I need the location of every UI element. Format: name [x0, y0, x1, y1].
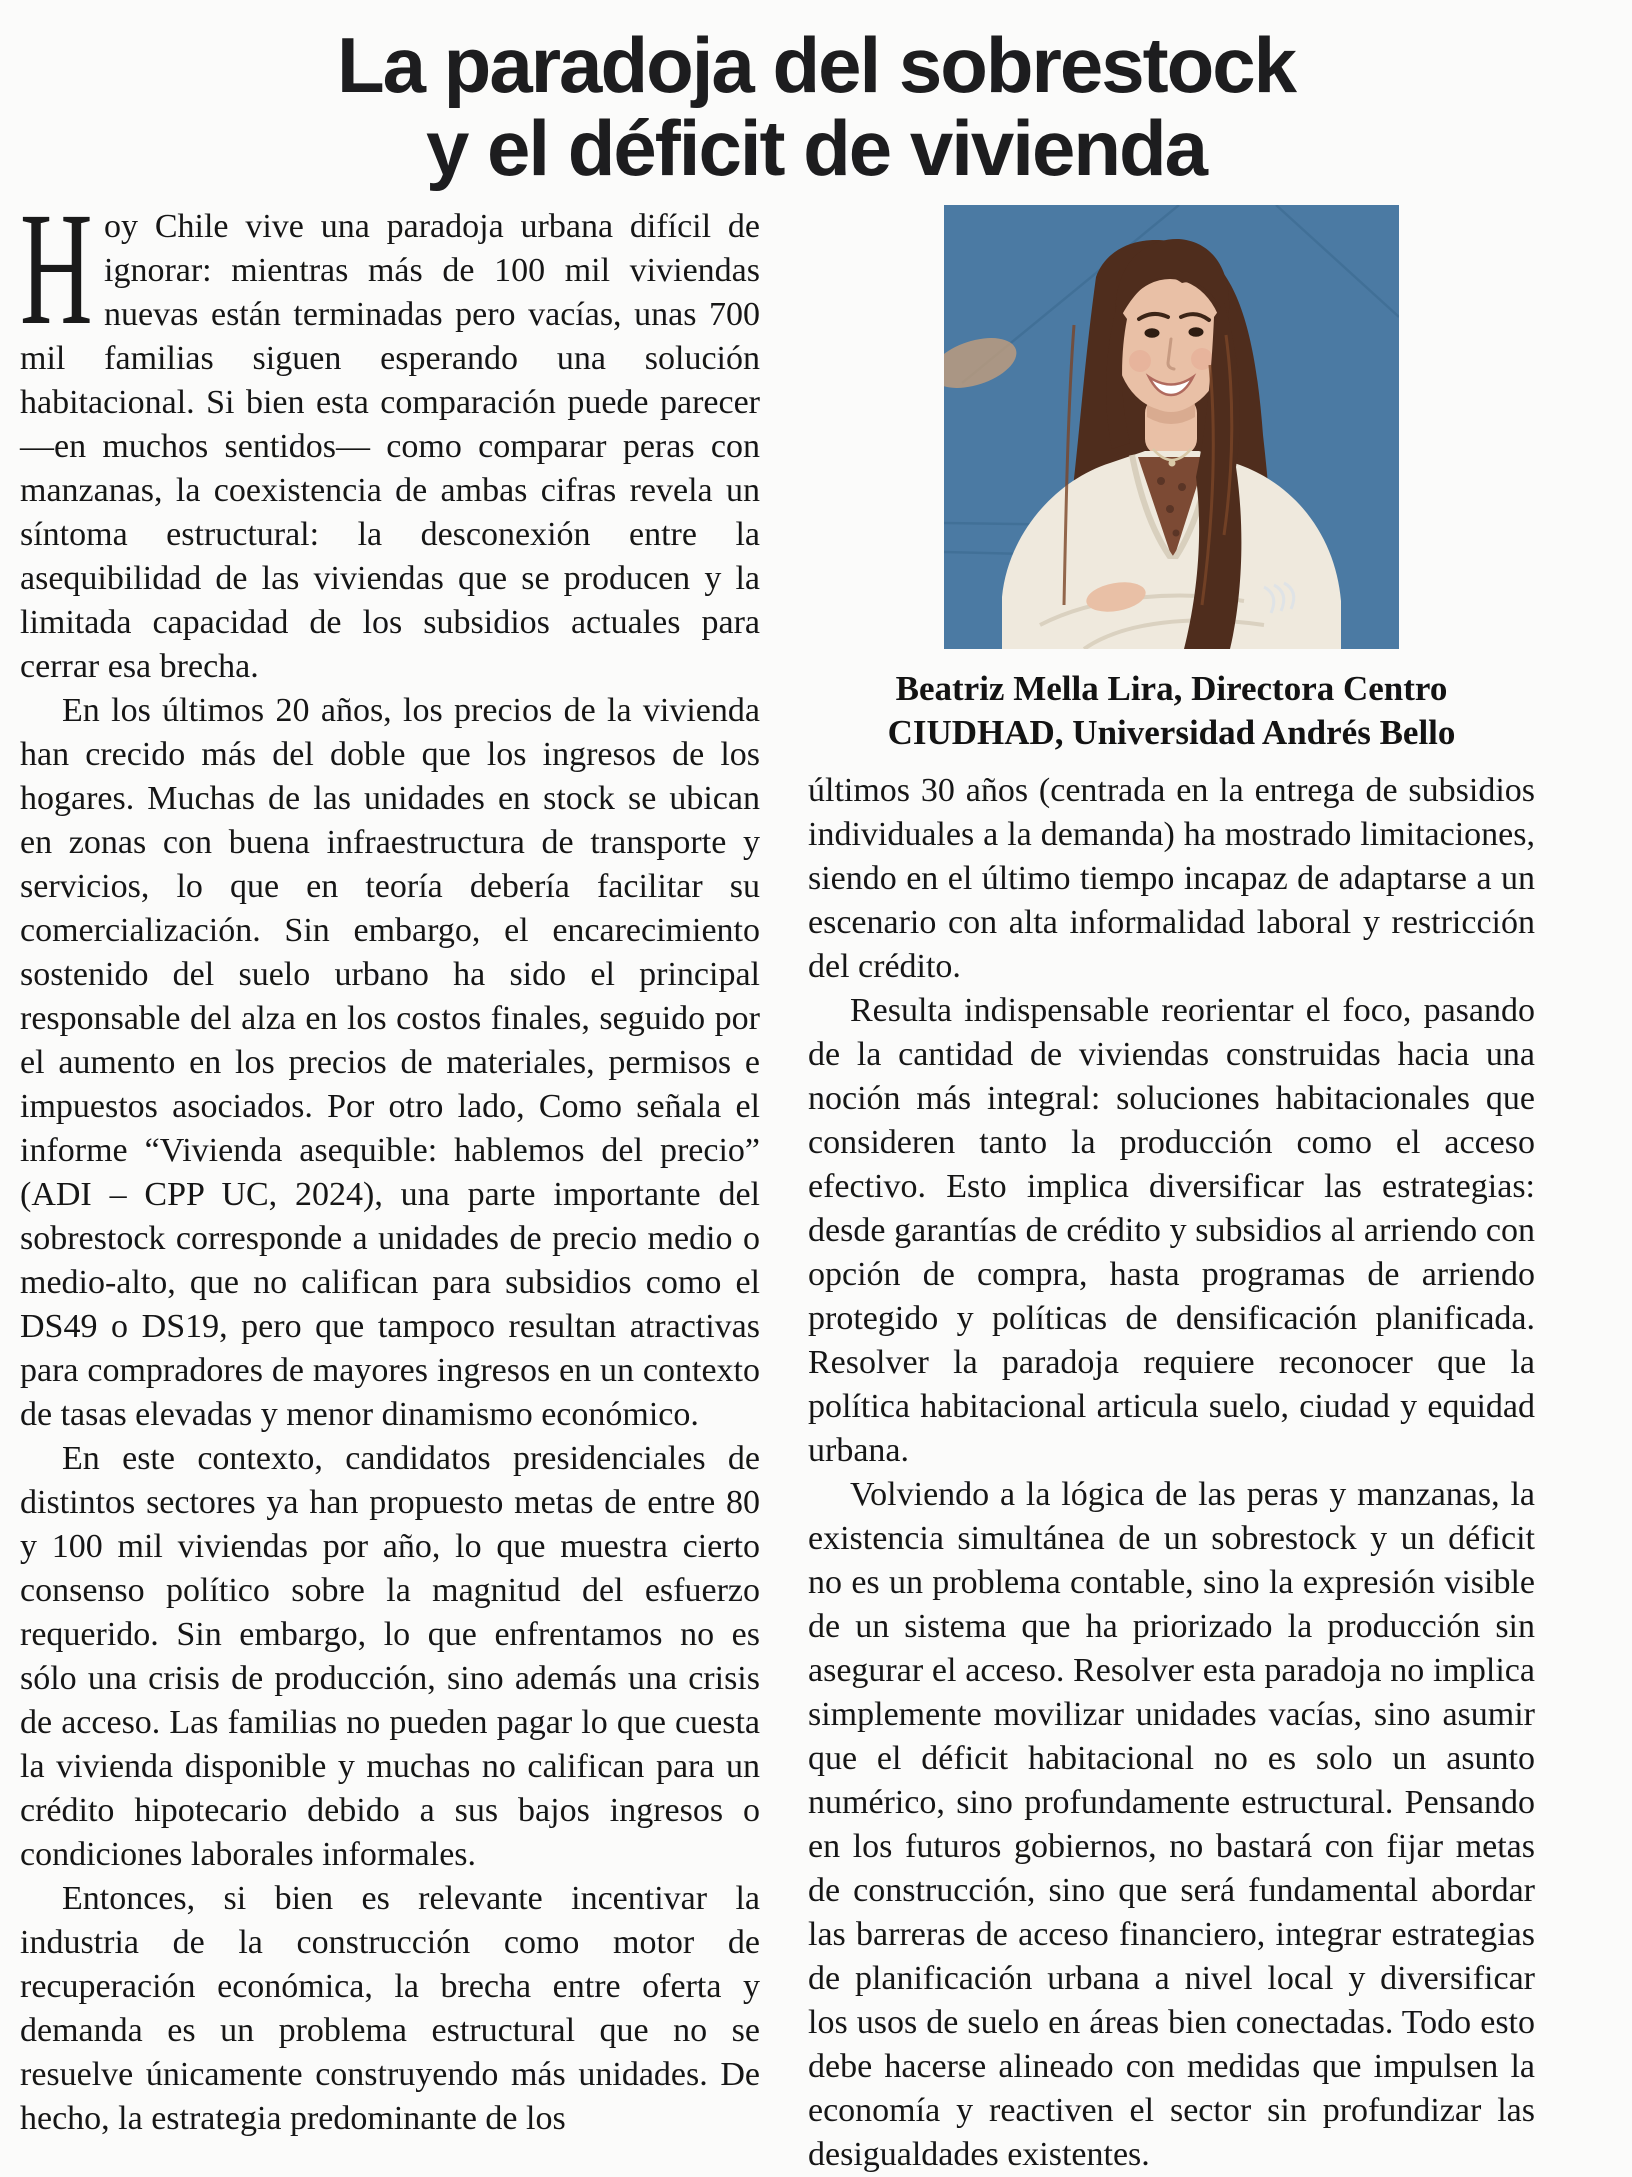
necklace-pendant: [1169, 460, 1176, 467]
paragraph-4: Entonces, si bien es relevante incentivar la industria de la construcción como motor de recuperación económica, la brecha entre oferta y demanda es un problema estructural que no se resuelve únicamente construyendo más unidades. De hecho, la estrategia predominante de los: [20, 1880, 760, 2138]
photo-caption-line-2: CIUDHAD, Universidad Andrés Bello: [887, 713, 1456, 753]
article-title-line-2: y el déficit de vivienda: [426, 103, 1206, 192]
paragraph-1-text: oy Chile vive una paradoja urbana difícil de ignorar: mientras más de 100 mil viviendas nuevas están terminadas pero vacías, unas 700 mil familias siguen esperando una solución habitacional. Si bien esta comparación puede parecer —en muchos sentidos— como comparar peras con manzanas, la coexistencia de ambas cifras revela un síntoma estructural: la desconexión entre la asequibilidad de las viviendas que se producen y la limitada capacidad de los subsidios actuales para cerrar esa brecha.: [20, 208, 760, 686]
article-title-line-1: La paradoja del sobrestock: [336, 21, 1295, 109]
article-title: [0, 0, 1632, 192]
left-column: [20, 180, 760, 2177]
portrait-figure: [808, 205, 1535, 755]
drop-cap: H: [20, 180, 93, 360]
paragraph-5: últimos 30 años (centrada en la entrega de subsidios individuales a la demanda) ha mostrado limitaciones, siendo en el último tiempo incapaz de adaptarse a un escenario con alta informalidad laboral y restricción del crédito.: [808, 772, 1535, 986]
right-column: [808, 205, 1535, 2177]
paragraph-3: En este contexto, candidatos presidenciales de distintos sectores ya han propuesto metas de entre 80 y 100 mil viviendas por año, lo que muestra cierto consenso político sobre la magnitud del esfuerzo requerido. Sin embargo, lo que enfrentamos no es sólo una crisis de producción, sino además una crisis de acceso. Las familias no pueden pagar lo que cuesta la vivienda disponible y muchas no califican para un crédito hipotecario debido a sus bajos ingresos o condiciones laborales informales.: [20, 1440, 760, 1874]
photo-caption: [808, 667, 1535, 755]
paragraph-6: Resulta indispensable reorientar el foco, pasando de la cantidad de viviendas construidas hacia una noción más integral: soluciones habitacionales que consideren tanto la producción como el acceso efectivo. Esto implica diversificar las estrategias: desde garantías de crédito y subsidios al arriendo con opción de compra, hasta programas de arriendo protegido y políticas de densificación planificada. Resolver la paradoja requiere reconocer que la política habitacional articula suelo, ciudad y equidad urbana.: [808, 992, 1535, 1470]
portrait-photo: [944, 205, 1399, 649]
article-body: [20, 180, 1632, 2177]
paragraph-7: Volviendo a la lógica de las peras y manzanas, la existencia simultánea de un sobrestock y un déficit no es un problema contable, sino la expresión visible de un sistema que ha priorizado la producción sin asegurar el acceso. Resolver esta paradoja no implica simplemente movilizar unidades vacías, sino asumir que el déficit habitacional no es solo un asunto numérico, sino profundamente estructural. Pensando en los futuros gobiernos, no bastará con fijar metas de construcción, sino que será fundamental abordar las barreras de acceso financiero, integrar estrategias de planificación urbana a nivel local y diversificar los usos de suelo en áreas bien conectadas. Todo esto debe hacerse alineado con medidas que impulsen la economía y reactiven el sector sin profundizar las desigualdades existentes.: [808, 1476, 1535, 2174]
paragraph-2: En los últimos 20 años, los precios de la vivienda han crecido más del doble que los ingresos de los hogares. Muchas de las unidades en stock se ubican en zonas con buena infraestructura de transporte y servicios, lo que en teoría debería facilitar su comercialización. Sin embargo, el encarecimiento sostenido del suelo urbano ha sido el principal responsable del alza en los costos finales, seguido por el aumento en los precios de materiales, permisos e impuestos asociados. Por otro lado, Como señala el informe “Vivienda asequible: hablemos del precio” (ADI – CPP UC, 2024), una parte importante del sobrestock corresponde a unidades de precio medio o medio-alto, que no califican para subsidios como el DS49 o DS19, pero que tampoco resultan atractivas para compradores de mayores ingresos en un contexto de tasas elevadas y menor dinamismo económico.: [20, 692, 760, 1434]
paragraph-1: [20, 180, 760, 689]
photo-caption-line-1: Beatriz Mella Lira, Directora Centro: [895, 669, 1448, 709]
portrait-photo-illustration: [944, 205, 1399, 649]
